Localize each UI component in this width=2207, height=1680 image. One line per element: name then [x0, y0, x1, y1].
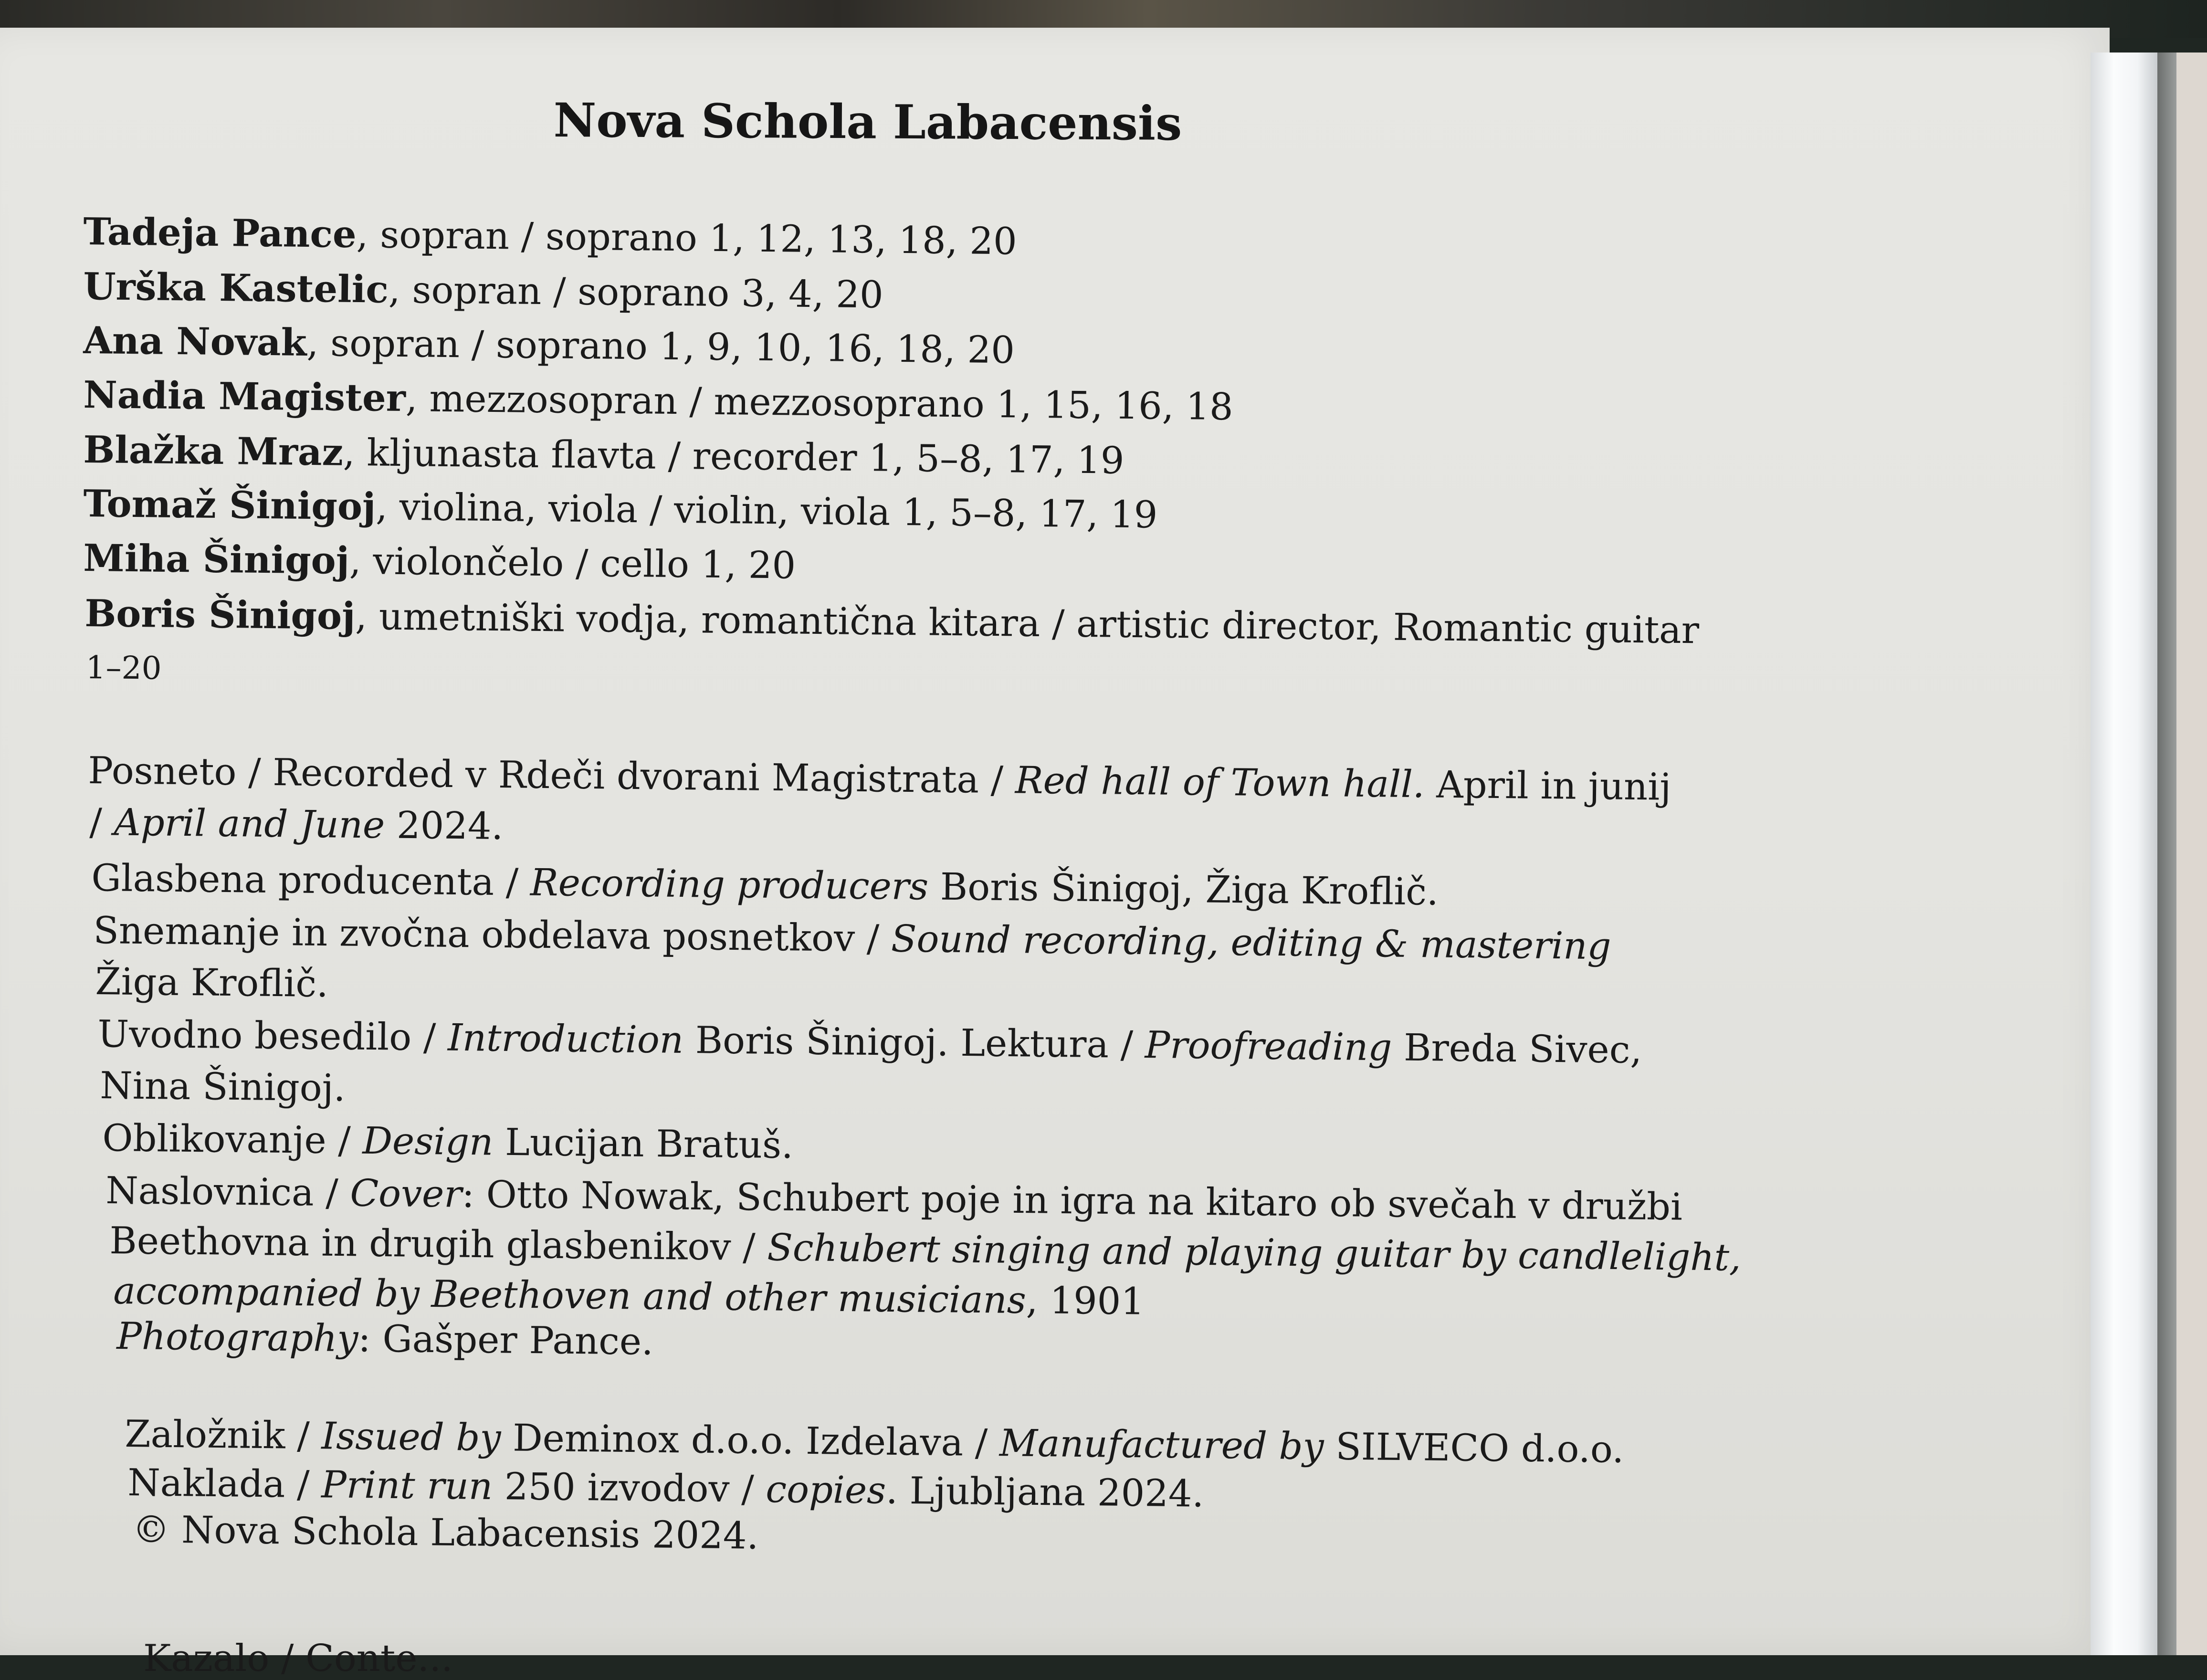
credit-design: Oblikovanje / Design Lucijan Bratuš.: [102, 1117, 794, 1167]
performer-line: [83, 536, 796, 588]
credit-recorded-line2: / April and June 2024.: [89, 801, 504, 849]
page-edge-shadow: [2157, 52, 2176, 1655]
credit-intro-line2: Nina Šinigoj.: [100, 1064, 346, 1110]
performer-role: , violina, viola / violin, viola 1, 5–8, 17, 19: [375, 485, 1158, 537]
performer-name: Boris Šinigoj: [84, 592, 356, 638]
publisher-line1: Založnik / Issued by Deminox d.o.o. Izdelava / Manufactured by SILVECO d.o.o.: [125, 1413, 1624, 1471]
bottom-fragment: Kazalo / Conte...: [143, 1637, 453, 1680]
next-page-edge: [2176, 52, 2207, 1655]
performer-tracks: 1–20: [85, 649, 162, 687]
performer-name: Ana Novak: [83, 319, 307, 365]
credit-sound-line2: Žiga Kroflič.: [95, 960, 329, 1006]
performer-role: , violončelo / cello 1, 20: [349, 539, 796, 588]
credit-recorded: Posneto / Recorded v Rdeči dvorani Magistrata / Red hall of Town hall. April in junij: [88, 749, 1671, 809]
credit-photography: Photography: Gašper Pance.: [116, 1315, 654, 1364]
publisher-copyright: © Nova Schola Labacensis 2024.: [132, 1508, 759, 1558]
performer-name: Tadeja Pance: [83, 210, 357, 256]
credit-cover-line3: accompanied by Beethoven and other musicians, 1901: [113, 1270, 1145, 1323]
performer-role: , mezzosopran / mezzosoprano 1, 15, 16, 18: [405, 377, 1234, 429]
performer-role: , sopran / soprano 1, 9, 10, 16, 18, 20: [306, 321, 1015, 372]
credit-intro: Uvodno besedilo / Introduction Boris Šinigoj. Lektura / Proofreading Breda Sivec,: [97, 1013, 1642, 1072]
performer-name: Urška Kastelic: [83, 265, 389, 312]
performer-line: [83, 265, 883, 317]
credit-cover-line2: Beethovna in drugih glasbenikov / Schubert singing and playing guitar by candlelight,: [109, 1219, 1742, 1280]
performer-name: Blažka Mraz: [83, 428, 344, 474]
performer-name: Tomaž Šinigoj: [83, 482, 376, 529]
credit-cover: Naslovnica / Cover: Otto Nowak, Schubert poje in igra na kitaro ob svečah v družbi: [105, 1169, 1683, 1229]
page-edge: [2091, 52, 2157, 1655]
credit-producers: Glasbena producenta / Recording producers Boris Šinigoj, Žiga Kroflič.: [91, 857, 1439, 914]
performer-name: Miha Šinigoj: [83, 536, 350, 583]
performer-role: , kljunasta flavta / recorder 1, 5–8, 17, 19: [343, 431, 1125, 483]
performer-role: , sopran / soprano 3, 4, 20: [388, 268, 884, 317]
performer-name: Nadia Magister: [83, 373, 406, 420]
page-title: Nova Schola Labacensis: [553, 93, 1182, 151]
performer-role: , sopran / soprano 1, 12, 13, 18, 20: [356, 213, 1018, 263]
publisher-line2: Naklada / Print run 250 izvodov / copies. Ljubljana 2024.: [127, 1461, 1204, 1516]
performer-role: , umetniški vodja, romantična kitara / artistic director, Romantic guitar: [355, 595, 1700, 652]
credit-sound: Snemanje in zvočna obdelava posnetkov / Sound recording, editing & mastering: [93, 909, 1611, 968]
